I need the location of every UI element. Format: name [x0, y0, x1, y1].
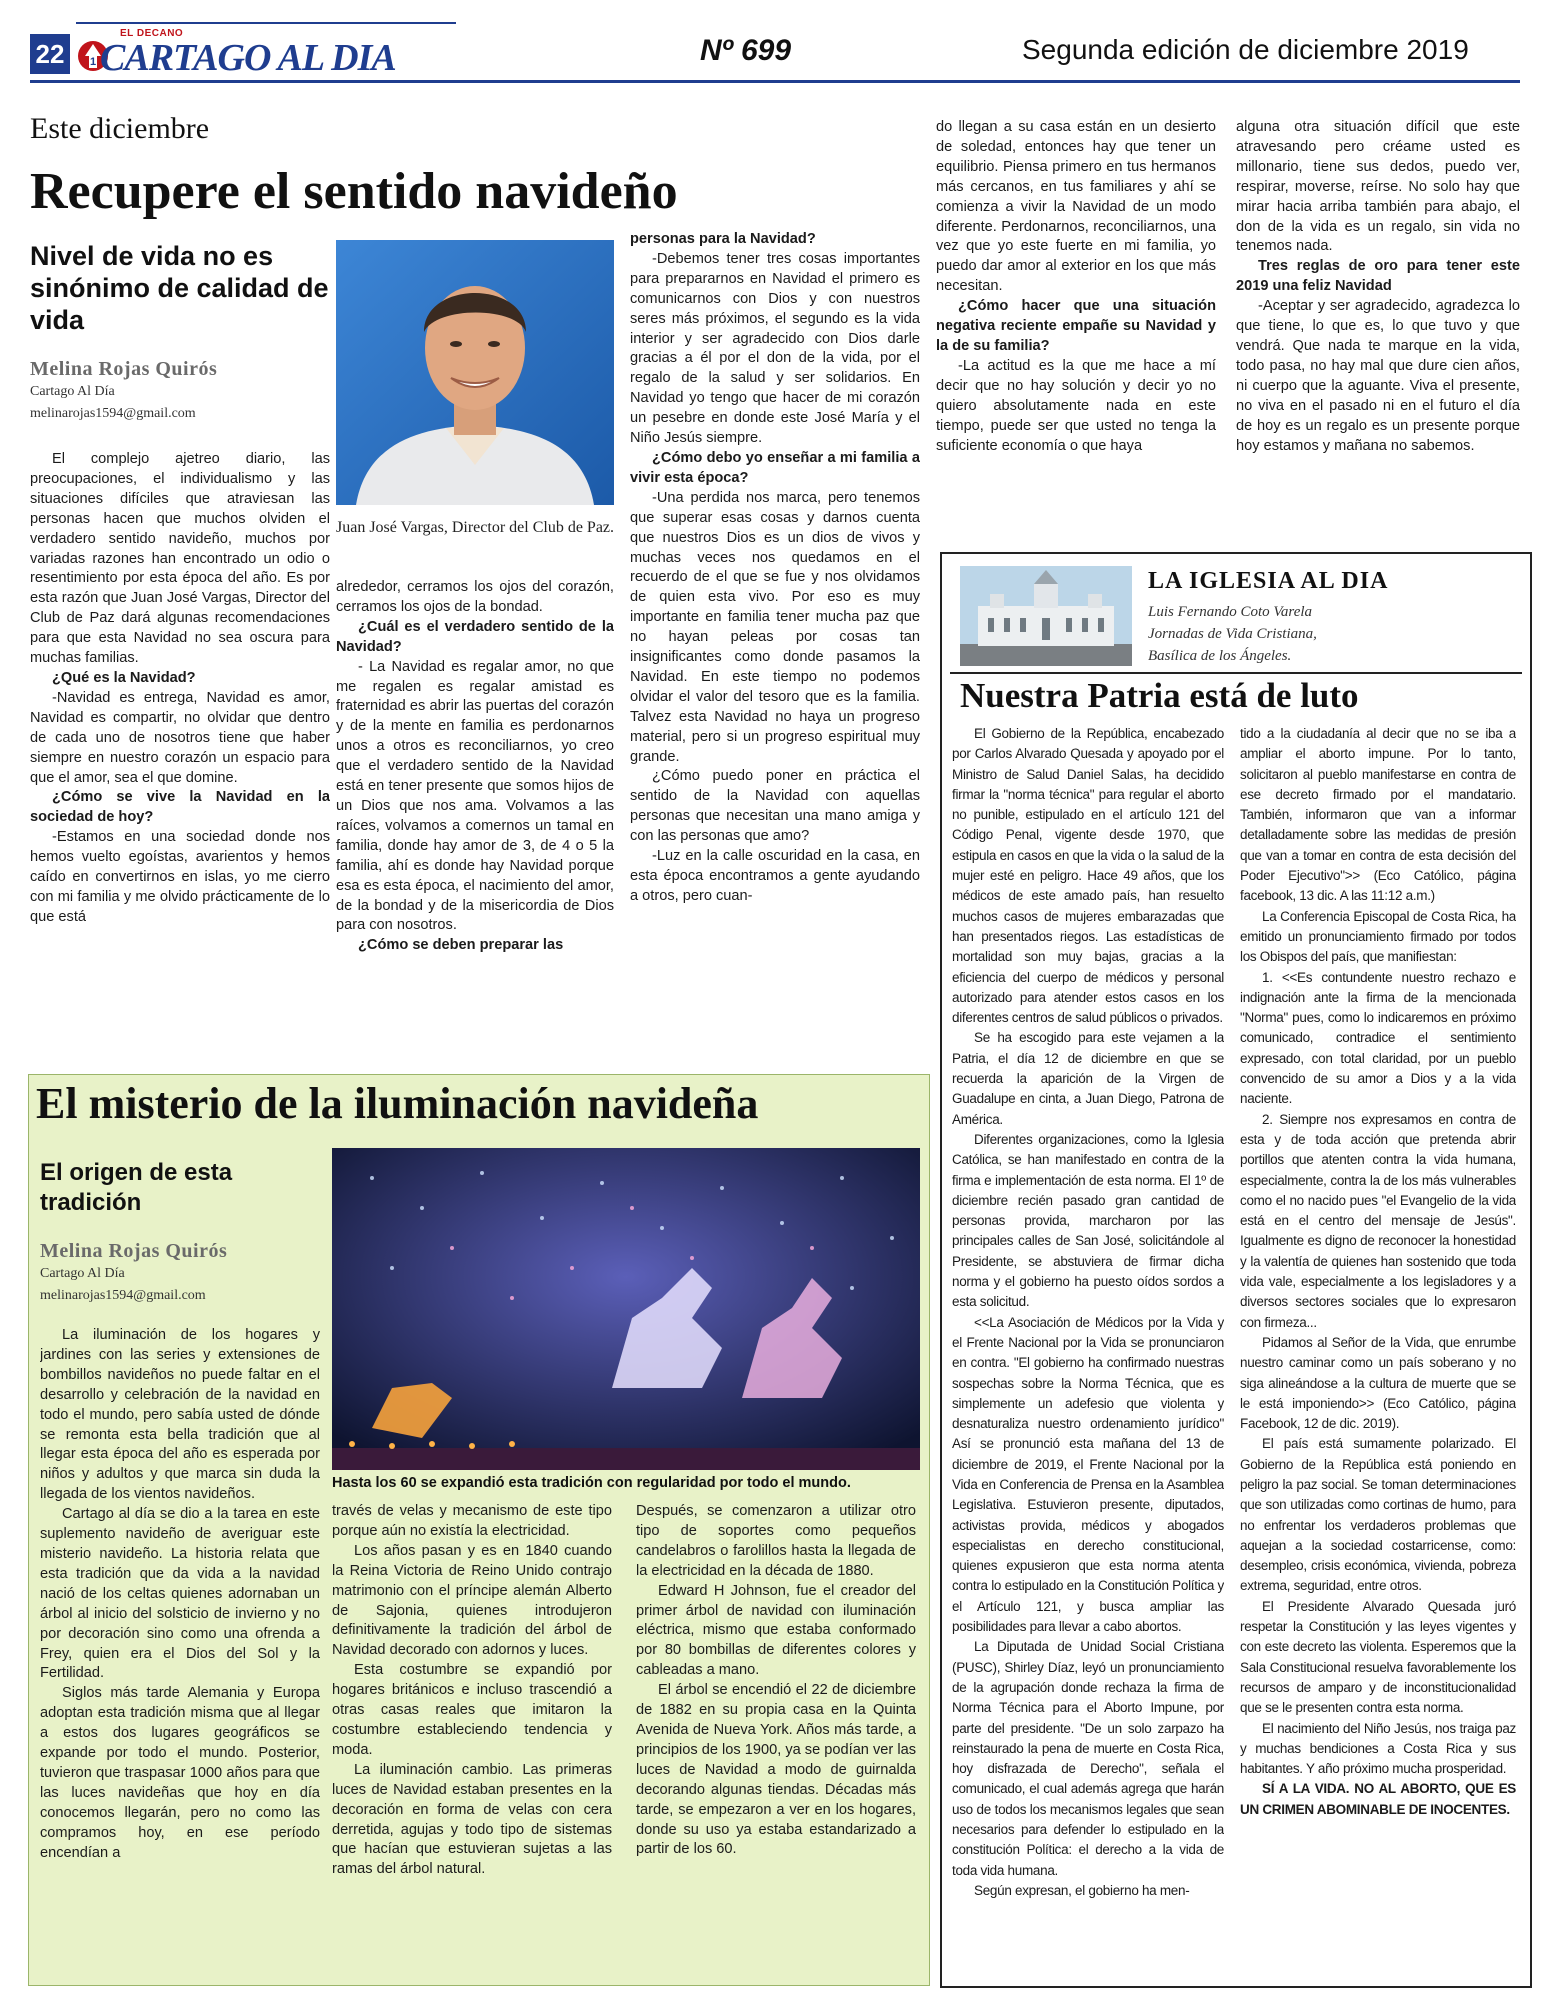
question-paragraph: ¿Cuál es el verdadero sentido de la Navidad? — [336, 618, 614, 655]
article2-column-2 — [332, 1502, 612, 1976]
article1-email[interactable]: melinarojas1594@gmail.com — [30, 406, 196, 421]
question-paragraph: personas para la Navidad? — [630, 231, 816, 247]
edition-date: Segunda edición de diciembre 2019 — [1022, 34, 1469, 65]
question-paragraph: ¿Cómo debo yo enseñar a mi familia a vivir esta época? — [630, 449, 920, 486]
article1-column-4 — [936, 118, 1216, 538]
body-paragraph: El árbol se encendió el 22 de diciembre de 1882 en su propia casa en la Quinta Avenida de Nueva York. Años más tarde, a principios de los 1900, ya se podían ver las luces de Navidad a modo de guirnalda decorando algunas tiendas. Décadas más tarde, se empezaron a ver en los hogares, donde su uso ya estaba estandarizado a partir de los 60. — [636, 1682, 916, 1858]
body-paragraph: El nacimiento del Niño Jesús, nos traiga paz y muchas bendiciones a Costa Rica y sus habitantes. Y año próximo mucha prosperidad. — [1240, 1720, 1516, 1777]
question-paragraph: SÍ A LA VIDA. NO AL ABORTO, QUE ES UN CRIMEN ABOMINABLE DE INOCENTES. — [1240, 1781, 1516, 1817]
body-paragraph: La Diputada de Unidad Social Cristiana (PUSC), Shirley Díaz, leyó un pronunciamiento de la agrupación donde rechaza la firma de Norma Técnica para el Aborto Impune, por parte del presidente. "De un solo zarpazo ha reinstaurado la pena de muerte en Costa Rica, hoy disfrazada de Derecho", señala el comunicado, el cual además agrega que harán uso de todos los mecanismos legales que sean necesarios para defender lo estipulado en la constitución Política: el derecho a la vida de toda vida humana. — [952, 1639, 1224, 1878]
issue-number: Nº 699 — [700, 34, 792, 67]
article3-headline: Nuestra Patria está de luto — [960, 676, 1359, 715]
article2-photo-caption: Hasta los 60 se expandió esta tradición con regularidad por todo el mundo. — [332, 1475, 851, 1491]
portrait-photo — [336, 240, 614, 505]
body-paragraph: Esta costumbre se expandió por hogares británicos e incluso trascendió a otras casas reales que imitaron la costumbre estableciendo tendencia y moda. — [332, 1662, 612, 1758]
body-paragraph: -Luz en la calle oscuridad en la casa, en esta época encontramos a gente ayudando a otros, pero cuan- — [630, 848, 920, 904]
question-paragraph: ¿Qué es la Navidad? — [52, 669, 196, 686]
christmas-lights-illustration — [332, 1148, 920, 1470]
body-paragraph: Pidamos al Señor de la Vida, que enrumbe nuestro caminar como un país soberano y no siga alineándose a la cultura de muerte que se le está imponiendo>> (Eco Católico, página Facebook, 12 de dic. 2019). — [1240, 1334, 1516, 1432]
body-paragraph: El Presidente Alvarado Quesada juró respetar la Constitución y las leyes vigentes y con este decreto las violenta. Esperemos que la Sala Constitucional resuelva favorablemente los recursos de amparo y de inconstitucionalidad que se le presenten contra esta norma. — [1240, 1598, 1516, 1716]
article1-author: Melina Rojas Quirós — [30, 358, 218, 380]
basilica-photo — [960, 566, 1132, 666]
body-paragraph: -Debemos tener tres cosas importantes para prepararnos en Navidad el primero es comunicarnos con Dios y con nuestros seres más próximos, el segundo es la vida interior y ser agradecido con Dios darle gracias a él por el don de la vida, por el regalo de la salud y ser solidarios. En Navidad yo tengo que hacer de mi corazón un pesebre en donde este José María y el Niño Jesús siempre. — [630, 250, 920, 447]
question-paragraph: Tres reglas de oro para tener este 2019 una feliz Navidad — [1236, 258, 1520, 295]
article2-email[interactable]: melinarojas1594@gmail.com — [40, 1288, 206, 1303]
basilica-illustration — [960, 566, 1132, 666]
article3-column-2 — [1240, 724, 1516, 1976]
article3-affiliation-1: Jornadas de Vida Cristiana, — [1148, 626, 1317, 642]
body-paragraph: Después, se comenzaron a utilizar otro tipo de soportes como pequeños candelabros o farolillos hasta la llegada de la electricidad en la década de 1880. — [636, 1503, 916, 1579]
newspaper-logo[interactable] — [76, 28, 396, 80]
body-paragraph: -La actitud es la que me hace a mí decir que no hay solución y decir yo no quiero absolutamente nada en este tiempo, puede ser que usted no tenga la suficiente economía o que haya — [936, 357, 1216, 454]
article2-column-3 — [636, 1502, 916, 1976]
logo-tagline: EL DECANO — [120, 28, 184, 39]
question-paragraph: ¿Cómo se vive la Navidad en la sociedad de hoy? — [30, 789, 330, 826]
section-title: LA IGLESIA AL DIA — [1148, 568, 1389, 594]
body-paragraph: El complejo ajetreo diario, las preocupaciones, el individualismo y las situaciones difíciles que atraviesan las personas hacen que muchos olviden el verdadero sentido navideño, muchos por variadas razones han encontrado un odio o resentimiento por esta época del año. Es por esta razón que Juan José Vargas, Director del Club de Paz dará algunas recomendaciones para que esta Navidad no sea oscura para muchas familias. — [30, 451, 330, 667]
article3-column-1 — [952, 724, 1224, 1976]
body-paragraph: <<La Asociación de Médicos por la Vida y el Frente Nacional por la Vida se pronunciaron en contra. "El gobierno ha confirmado nuestras sospechas sobre la Norma Técnica, que es simplemente un adefesio que violenta y desnaturaliza nuestro ordenamiento jurídico" Así se pronunció esta mañana del 13 de diciembre de 2019, el Frente Nacional por la Vida en Conferencia de Prensa en la Asamblea Legislativa. Estuvieron presente, diputados, activistas provida, médicos y abogados especialistas en derecho constitucional, quienes expusieron que esta norma atenta contra lo estipulado en la Constitución Política y el Artículo 121, y busca ampliar las posibilidades para llevar a cabo abortos. — [952, 1314, 1224, 1635]
article2-headline: El misterio de la iluminación navideña — [36, 1079, 759, 1128]
body-paragraph: Se ha escogido para este vejamen a la Patria, el día 12 de diciembre en que se recuerda la aparición de la Virgen de Guadalupe en cinta, a Juan Diego, Patrona de América. — [952, 1030, 1224, 1127]
body-paragraph: La Conferencia Episcopal de Costa Rica, ha emitido un pronunciamiento firmado por todos los Obispos del país, que manifiestan: — [1240, 908, 1516, 965]
body-paragraph: Según expresan, el gobierno ha men- — [974, 1882, 1190, 1898]
article1-column-5 — [1236, 118, 1520, 538]
question-paragraph: ¿Cómo se deben preparar las — [358, 937, 564, 954]
question-paragraph: ¿Cómo hacer que una situación negativa reciente empañe su Navidad y la de su familia? — [936, 298, 1216, 354]
body-paragraph: -Aceptar y ser agradecido, agradezca lo que tiene, lo que es, lo que tuvo y que vendrá. Que nada te marque en la vida, todo pasa, no hay mal que dure cien años, ni cuerpo que la aguante. Viva el presente, no viva en el pasado ni en el futuro el día de hoy es un regalo es un presente porque hoy estamos y mañana no sabemos. — [1236, 298, 1520, 454]
logo-wordmark: CARTAGO AL DIA — [100, 37, 396, 79]
body-paragraph: Edward H Johnson, fue el creador del primer árbol de navidad con iluminación eléctrica, mismo que estaba conformado por 80 bombillas de diferentes colores y cableadas a mano. — [636, 1582, 916, 1679]
svg-text:1: 1 — [89, 56, 97, 68]
body-paragraph: tido a la ciudadanía al decir que no se iba a ampliar el aborto impune. Por lo tanto, solicitaron al pueblo manifestarse en contra de ese decreto firmado por el mandatario. También, informaron que van a informar detalladamente sobre las medidas de presión que van a tomar en contra de esta decisión del Poder Ejecutivo">> (Eco Católico, página facebook, 13 dic. A las 11:12 a.m.) — [1240, 726, 1516, 904]
body-paragraph: do llegan a su casa están en un desierto de soledad, entonces hay que tener un equilibrio. Piensa primero en tus hermanos más cercanos, en tus familiares y ahí se comienza a vivir la Navidad de un modo diferente. Perdonarnos, reconciliarnos, una vez que yo este fuerte en mi familia, yo puedo dar amor al exterior en los que más necesitan. — [936, 119, 1216, 295]
page-number: 22 — [30, 34, 70, 74]
body-paragraph: ¿Cómo puedo poner en práctica el sentido de la Navidad con aquellas personas que necesitan una mano amiga y con las personas que amo? — [630, 768, 920, 845]
body-paragraph: Los años pasan y es en 1840 cuando la Reina Victoria de Reino Unido contrajo matrimonio con el príncipe alemán Alberto de Sajonia, quienes introdujeron definitivamente la tradición del árbol de Navidad decorado con adornos y luces. — [332, 1542, 612, 1659]
body-paragraph: Siglos más tarde Alemania y Europa adoptan esta tradición misma que al llegar a estos dos lugares geográficos se expande por todo el mundo. Posterior, tuvieron que traspasar 1000 años para que las luces navideñas que hoy en día conocemos llegarán, pero no como las compramos hoy, en ese período encendían a — [40, 1685, 320, 1861]
body-paragraph: 2. Siempre nos expresamos en contra de esta y de toda acción que pretenda abrir portillos que atenten contra la vida humana, especialmente, contra la de los más vulnerables como el no nacido pues "el Evangelio de la vida está en el centro del mensaje de Jesús". Igualmente es digno de reconocer la honestidad y la valentía de quienes han sostenido que toda vida vale, especialmente a los legisladores y a diversos sectores sociales que lo expresaron con firmeza... — [1240, 1111, 1516, 1330]
article3-affiliation-2: Basílica de los Ángeles. — [1148, 648, 1292, 664]
body-paragraph: El Gobierno de la República, encabezado por Carlos Alvarado Quesada y apoyado por el Ministro de Salud Daniel Salas, ha decidido firmar la "norma técnica" para regular el aborto no punible, estipulado en el artículo 121 del Código Penal, vigente desde 1970, que estipula en casos en que la vida o la salud de la mujer esté en peligro. Hace 49 años, que los médicos de este amado país, han resuelto muchos casos de mujeres embarazadas que han presentados riegos. Las estadísticas de mortalidad son muy bajas, gracias a la eficiencia del cuerpo de médicos y personal autorizado para atender estos casos en los diferentes centros de salud públicos o privados. — [952, 726, 1224, 1026]
body-paragraph: - La Navidad es regalar amor, no que me regalen es regalar amistad es fraternidad es abrir las puertas del corazón y de la mente en familia es perdonarnos unos a otros es reconciliarnos, yo creo que el verdadero sentido de la Navidad está en tener presente que somos hijos de un Dios que nos ama. Volvamos a las raíces, volvamos a comernos un tamal en familia, donde hay amor de 3, de 4 o 5 la familia, ahí es donde hay Navidad porque esa es esta época, el nacimiento del amor, de la bondad y de la misericordia de Dios para con nosotros. — [336, 658, 614, 934]
body-paragraph: alguna otra situación difícil que este atravesando pero créame usted es millonario, tiene sus dedos, puedo ver, respirar, moverse, reírse. No solo hay que mirar hacia arriba también para abajo, el don de la vida es un regalo, sin vida no tenemos nada. — [1236, 119, 1520, 255]
body-paragraph: alrededor, cerramos los ojos del corazón, cerramos los ojos de la bondad. — [336, 579, 614, 615]
header-top-rule — [76, 22, 456, 24]
portrait-caption: Juan José Vargas, Director del Club de Paz. — [336, 519, 615, 536]
body-paragraph: Cartago al día se dio a la tarea en este suplemento navideño de averiguar este misterio navideño. La historia relata que esta tradición que da vida a la navidad nació de los celtas quienes adornaban un árbol al inicio del solsticio de invierno y no por decoración sino como una ofrenda a Frey, quien era el Dios del Sol y la Fertilidad. — [40, 1506, 320, 1682]
body-paragraph: 1. <<Es contundente nuestro rechazo e indignación ante la firma de la mencionada "Norma" pues, como lo indicaremos en próximo comunicado, contradice el sentimiento expresado, con total claridad, por un pueblo convencido de su amor a Dios y a la vida naciente. — [1240, 969, 1516, 1107]
article2-outlet: Cartago Al Día — [40, 1266, 125, 1281]
body-paragraph: La iluminación cambio. Las primeras luces de Navidad estaban presentes en la decoración en forma de velas con cera derretida, agujas y todo tipo de sistemas que hacían que estuvieran sujetas a las ramas del árbol natural. — [332, 1761, 612, 1878]
portrait-illustration — [336, 240, 614, 505]
body-paragraph: Diferentes organizaciones, como la Iglesia Católica, se han manifestado en contra de la firma e implementación de esta norma. El 1º de diciembre recién pasado gran cantidad de personas provida, marcharon por las principales calles de San José, solicitándole al Presidente, se abstuviera de firmar dicha norma y el gobierno ha puesto oídos sordos a esta solicitud. — [952, 1131, 1224, 1310]
body-paragraph: La iluminación de los hogares y jardines con las series y extensiones de bombillos navideños no puede faltar en el desarrollo y celebración de la navidad en todo el mundo, pero sabía usted de dónde se remonta esta bella tradición que al llegar esta época del año es esperada por niños y adultos y que marca sin duda la llegada de los vientos navideños. — [40, 1327, 320, 1503]
article2-column-1 — [40, 1326, 320, 1976]
body-paragraph: -Una perdida nos marca, pero tenemos que superar esas cosas y darnos cuenta que nuestros Dios es un dios de vivos y muchas veces nos quedamos en el recuerdo de el que se fue y nos olvidamos de quien esta vivo. Por eso es muy importante en familia tener mucha paz que no hayan peleas por cosas tan insignificantes como donde pasamos la Navidad. En este tiempo no podemos olvidar el valor del tesoro que es la familia. Talvez esta Navidad no haya un progreso material, pero si un progreso espiritual muy grande. — [630, 489, 920, 765]
article1-column-3 — [630, 230, 920, 1070]
article1-outlet: Cartago Al Día — [30, 384, 115, 399]
body-paragraph: -Estamos en una sociedad donde nos hemos vuelto egoístas, avarientos y hemos caído en convertirnos en islas, yo me cierro con mi familia y me olvido prácticamente de lo que está — [30, 829, 330, 925]
article3-rule — [950, 672, 1522, 674]
article2-deck: El origen de esta tradición — [40, 1159, 233, 1216]
article2-author: Melina Rojas Quirós — [40, 1240, 228, 1262]
body-paragraph: El país está sumamente polarizado. El Gobierno de la República está poniendo en peligro la paz social. Se toman determinaciones que son utilizadas como cortinas de humo, para no enfrentar los verdaderos problemas que aquejan a la sociedad costarricense, como: desempleo, crisis económica, vivienda, pobreza extrema, seguridad, entre otros. — [1240, 1436, 1516, 1594]
header-bottom-rule — [30, 80, 1520, 83]
christmas-lights-photo — [332, 1148, 920, 1470]
article3-author: Luis Fernando Coto Varela — [1148, 604, 1313, 620]
body-paragraph: -Navidad es entrega, Navidad es amor, Navidad es compartir, no olvidar que dentro de cada uno de nosotros tiene que haber siempre en nuestro corazón un espacio para que el amor, sea el que domine. — [30, 689, 330, 786]
article1-column-2 — [336, 578, 614, 1070]
body-paragraph: través de velas y mecanismo de este tipo porque aún no existía la electricidad. — [332, 1503, 612, 1539]
article1-headline: Recupere el sentido navideño — [30, 163, 678, 220]
article1-kicker: Este diciembre — [30, 112, 210, 145]
article1-deck: Nivel de vida no es sinónimo de calidad de vida — [30, 241, 329, 335]
article1-column-1 — [30, 450, 330, 1070]
